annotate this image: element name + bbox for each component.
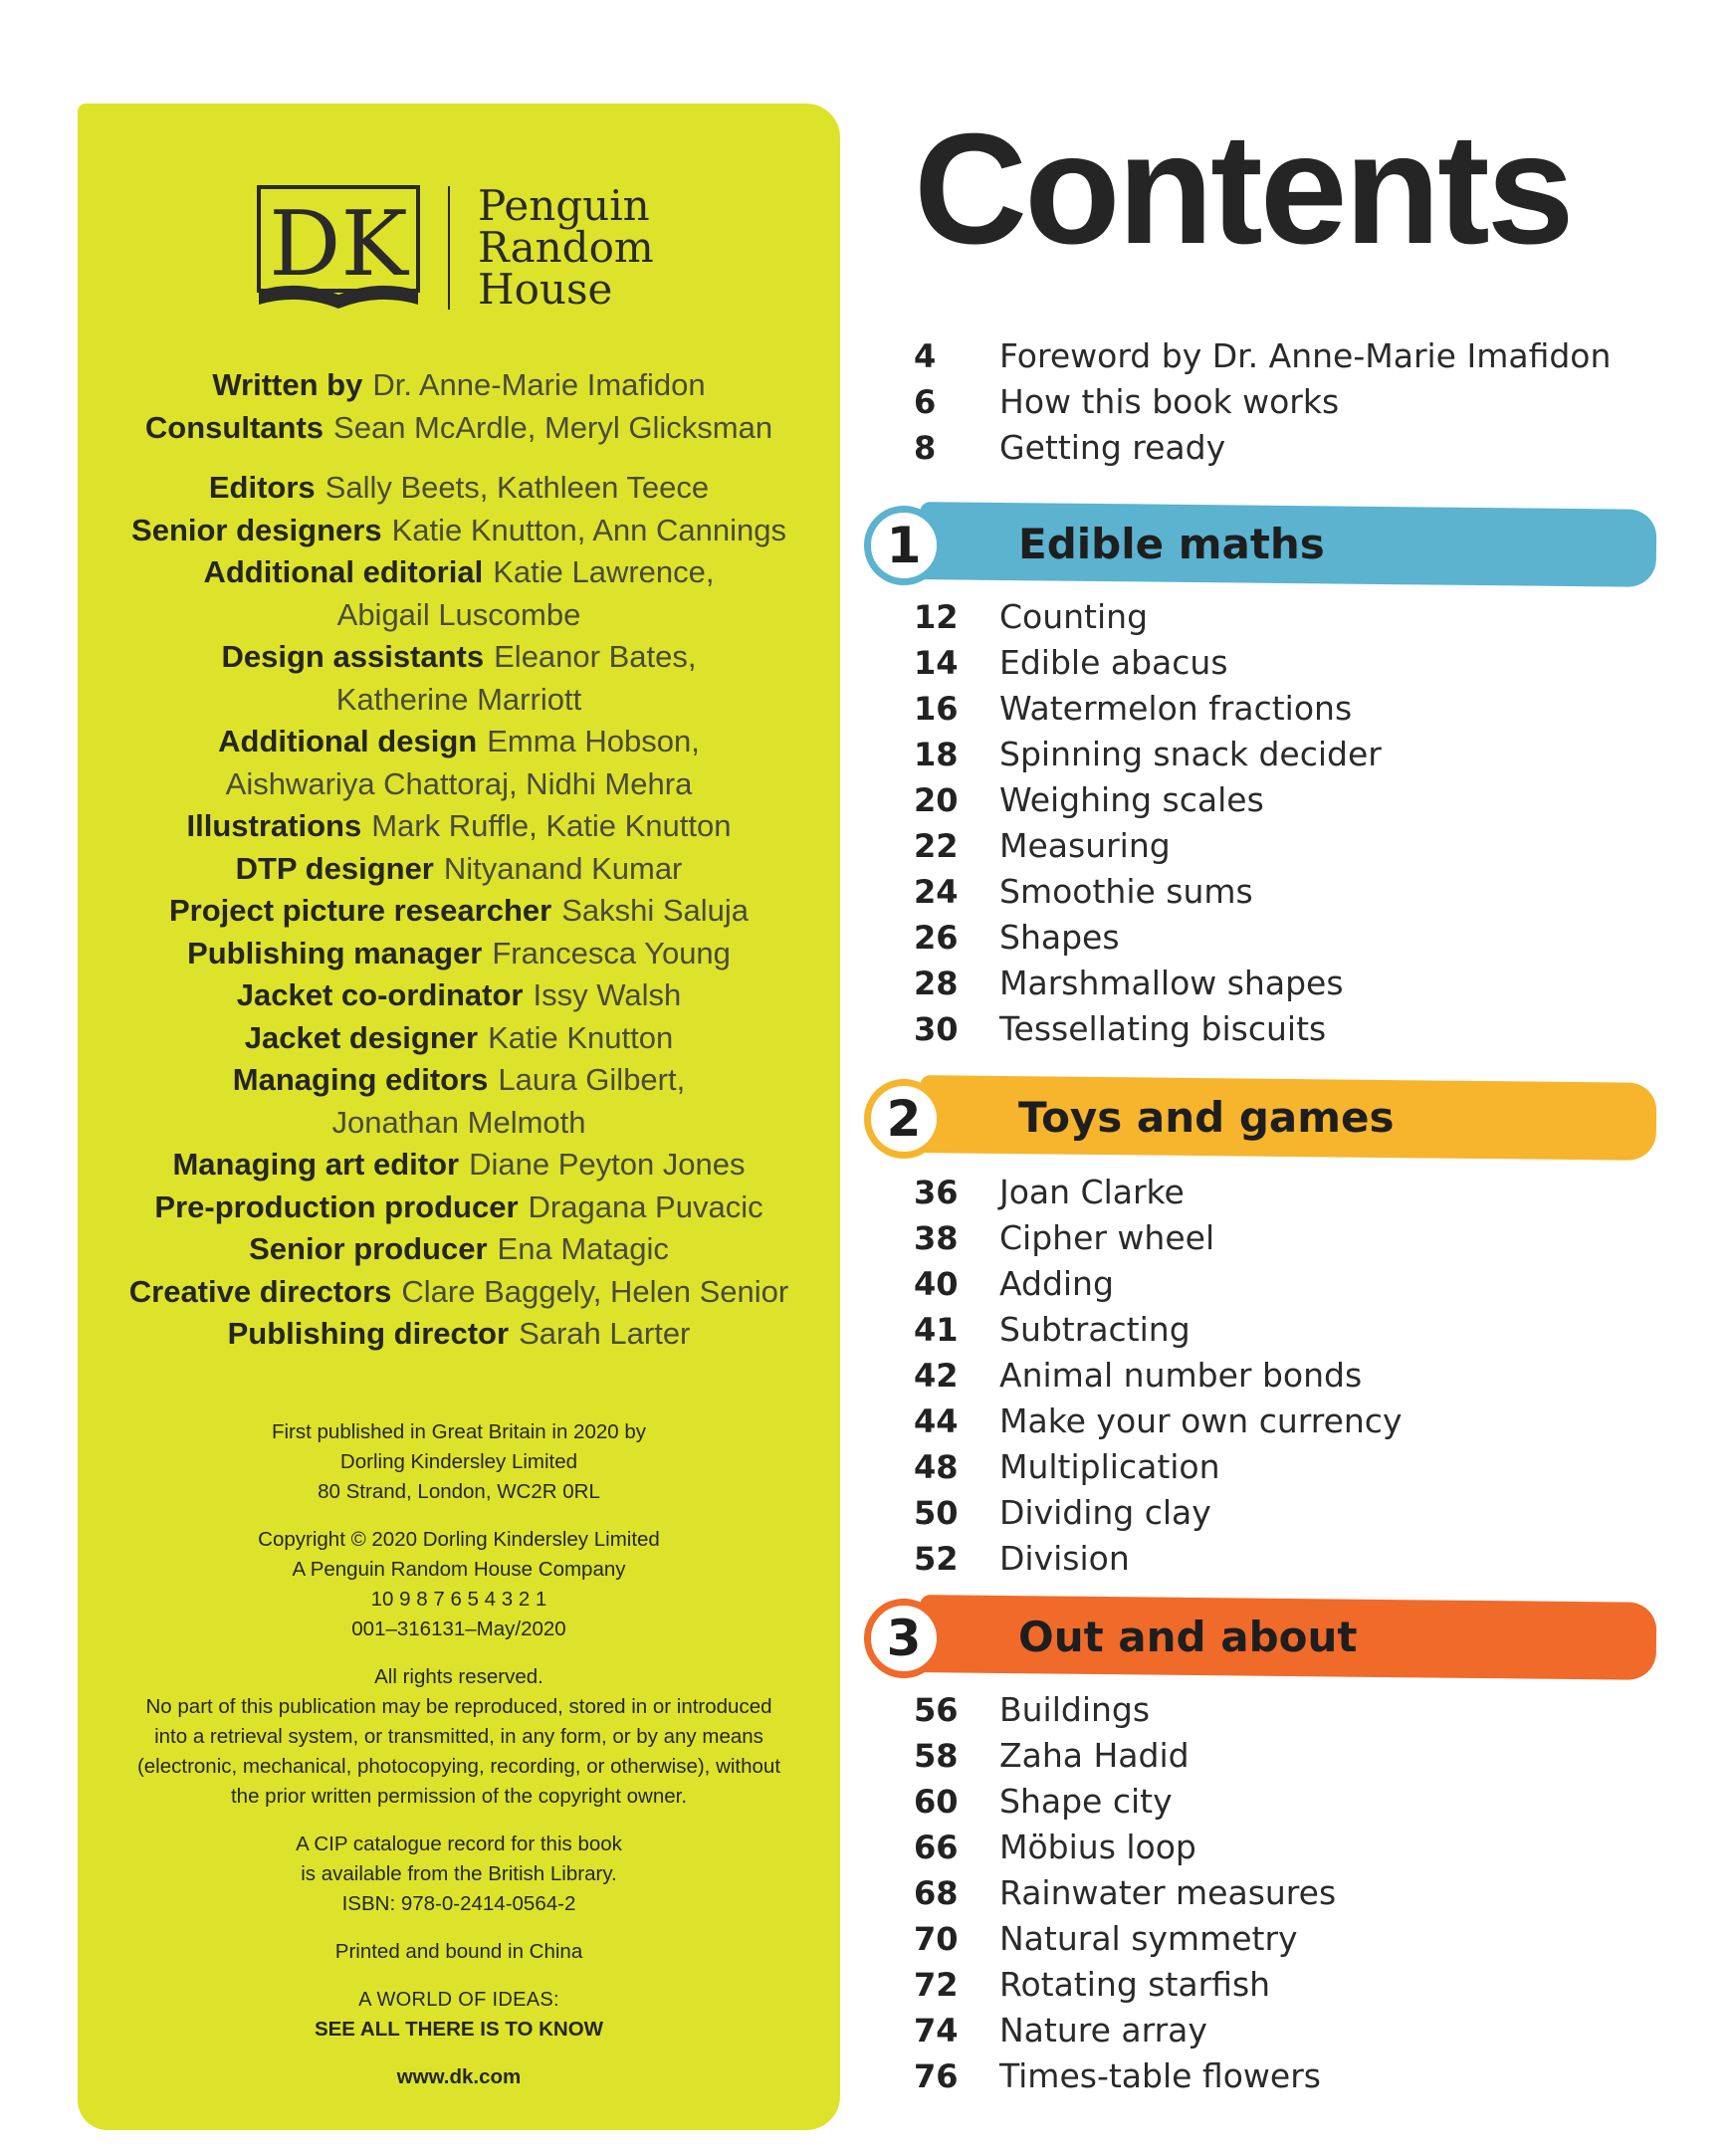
toc-page-number: 30 — [914, 1010, 959, 1048]
toc-page-number: 12 — [914, 598, 959, 636]
toc-entry-title: Cipher wheel — [999, 1218, 1215, 1257]
section-title: Out and about — [1018, 1613, 1358, 1661]
credit-role: Publishing manager — [187, 935, 483, 970]
website — [78, 2062, 840, 2092]
toc-page-number: 6 — [914, 383, 937, 421]
toc-entry[interactable] — [914, 1310, 1670, 1356]
credit-names: Mark Ruffle, Katie Knutton — [371, 808, 732, 843]
toc-entry[interactable] — [914, 597, 1670, 643]
imprint-line: 10 9 8 7 6 5 4 3 2 1 — [370, 1588, 547, 1611]
toc-entry-title: Nature array — [999, 2011, 1207, 2049]
credit-line — [78, 636, 840, 679]
publisher-logo — [255, 179, 693, 317]
toc-entry-title: Möbius loop — [999, 1828, 1196, 1866]
section-header-edible-maths — [864, 500, 1660, 591]
credit-names: Emma Hobson, — [487, 724, 700, 758]
toc-entry[interactable] — [914, 1493, 1670, 1539]
toc-entry-title: Rotating starfish — [999, 1965, 1271, 2004]
credit-names: Jonathan Melmoth — [331, 1104, 586, 1140]
section-number-badge: 3 — [864, 1599, 944, 1678]
toc-page-number: 41 — [914, 1311, 959, 1349]
credit-role: DTP designer — [235, 850, 434, 886]
credit-role: Managing art editor — [172, 1147, 460, 1182]
toc-page-number: 18 — [914, 736, 959, 773]
toc-entry-title: Rainwater measures — [999, 1873, 1337, 1912]
toc-page-number: 50 — [914, 1494, 959, 1532]
credit-line — [78, 1186, 840, 1229]
credit-names: Nityanand Kumar — [443, 850, 683, 886]
toc-entry[interactable] — [914, 1919, 1670, 1965]
credit-line — [78, 763, 840, 806]
toc-page-number: 20 — [914, 781, 959, 819]
credit-line — [78, 467, 840, 510]
toc-entry-title: Smoothie sums — [999, 872, 1253, 911]
toc-page-number: 76 — [914, 2057, 959, 2095]
credit-role: Senior producer — [249, 1231, 488, 1266]
imprint-line: All rights reserved. — [374, 1665, 543, 1688]
wordmark-line: House — [478, 265, 613, 314]
credit-line — [78, 594, 840, 637]
credit-names: Katie Knutton — [488, 1019, 674, 1055]
imprint-line: No part of this publication may be reproduced, stored in or introduced — [145, 1695, 772, 1718]
credit-names: Laura Gilbert, — [498, 1062, 686, 1097]
toc-page-number: 22 — [914, 827, 959, 865]
section-header-out-and-about — [864, 1593, 1660, 1684]
toc-page-number: 58 — [914, 1737, 959, 1775]
section-entries-out-and-about — [914, 1690, 1670, 2102]
credit-line — [78, 933, 840, 975]
toc-entry[interactable] — [914, 780, 1670, 826]
toc-entry-title: Watermelon fractions — [999, 689, 1353, 728]
credit-names: Abigail Luscombe — [336, 596, 581, 632]
credit-names: Sally Beets, Kathleen Teece — [325, 470, 710, 505]
toc-entry[interactable] — [914, 1736, 1670, 1782]
credit-role: Managing editors — [232, 1062, 489, 1097]
imprint-line: A CIP catalogue record for this book — [296, 1833, 622, 1855]
credit-line — [78, 1102, 840, 1145]
credit-role: Pre-production producer — [154, 1188, 519, 1224]
credit-names: Sarah Larter — [519, 1316, 691, 1351]
imprint-line: Dorling Kindersley Limited — [339, 1450, 578, 1473]
credit-names: Francesca Young — [492, 935, 731, 970]
first-published — [78, 1417, 840, 1507]
website-link[interactable]: www.dk.com — [396, 2065, 522, 2088]
credit-names: Clare Baggely, Helen Senior — [401, 1273, 789, 1309]
toc-entry-title: Zaha Hadid — [999, 1736, 1190, 1775]
toc-entry[interactable] — [914, 1173, 1670, 1218]
toc-entry-title: Natural symmetry — [999, 1919, 1298, 1958]
credit-names: Katie Lawrence, — [493, 554, 715, 589]
credit-names: Sakshi Saluja — [561, 893, 750, 928]
wordmark-line: Random — [478, 223, 654, 272]
toc-entry-title: Measuring — [999, 826, 1171, 865]
toc-page-number: 14 — [914, 644, 959, 682]
credit-role: Creative directors — [128, 1273, 392, 1309]
toc-entry-title: Weighing scales — [999, 780, 1264, 819]
imprint-line: (electronic, mechanical, photocopying, recording, or otherwise), without — [136, 1755, 781, 1778]
toc-page-number: 68 — [914, 1874, 959, 1912]
toc-page-number: 16 — [914, 690, 959, 728]
imprint-line: is available from the British Library. — [301, 1862, 617, 1885]
toc-entry[interactable] — [914, 735, 1670, 780]
credit-role: Written by — [212, 367, 363, 402]
credit-role: Illustrations — [186, 808, 362, 843]
toc-entry[interactable] — [914, 1264, 1670, 1310]
imprint-line: 80 Strand, London, WC2R 0RL — [318, 1480, 600, 1503]
slogan-line: A WORLD OF IDEAS: — [358, 1989, 559, 2011]
toc-page-number: 72 — [914, 1966, 959, 2004]
credit-role: Jacket co-ordinator — [236, 977, 524, 1012]
wordmark-line: Penguin — [478, 181, 650, 230]
printed-in — [78, 1937, 840, 1967]
toc-entry[interactable] — [914, 1539, 1670, 1585]
credits-list — [78, 364, 840, 1356]
toc-page-number: 48 — [914, 1448, 959, 1486]
toc-entry-title: Make your own currency — [999, 1401, 1403, 1440]
toc-entry[interactable] — [914, 643, 1670, 689]
toc-entry[interactable] — [914, 428, 1670, 474]
toc-entry[interactable] — [914, 336, 1670, 382]
credit-line — [78, 1313, 840, 1356]
credit-line — [78, 890, 840, 933]
credit-names: Katherine Marriott — [335, 681, 582, 717]
page-title: Contents — [914, 102, 1572, 277]
rights — [78, 1662, 840, 1812]
section-entries-toys-and-games — [914, 1173, 1670, 1585]
toc-entry[interactable] — [914, 1782, 1670, 1828]
imprint-line: 001–316131–May/2020 — [351, 1617, 566, 1640]
toc-page-number: 40 — [914, 1265, 959, 1303]
toc-entry[interactable] — [914, 872, 1670, 918]
toc-page-number: 74 — [914, 2012, 959, 2049]
toc-page-number: 26 — [914, 919, 959, 957]
section-title: Edible maths — [1018, 520, 1325, 568]
toc-entry[interactable] — [914, 1447, 1670, 1493]
credit-names: Dr. Anne-Marie Imafidon — [372, 367, 706, 402]
toc-entry[interactable] — [914, 1690, 1670, 1736]
credit-names: Eleanor Bates, — [494, 639, 697, 674]
toc-entry-title: Adding — [999, 1264, 1114, 1303]
imprint-line: into a retrieval system, or transmitted, in any form, or by any means — [154, 1725, 763, 1748]
toc-page-number: 4 — [914, 337, 937, 375]
toc-entry-title: Times-table flowers — [999, 2056, 1321, 2095]
toc-entry-title: Shape city — [999, 1782, 1173, 1821]
credit-role: Consultants — [144, 409, 325, 445]
toc-entry-title: How this book works — [999, 382, 1340, 421]
copyright — [78, 1525, 840, 1644]
credit-line — [78, 679, 840, 722]
toc-entry-title: Subtracting — [999, 1310, 1191, 1349]
toc-page-number: 38 — [914, 1219, 959, 1257]
intro-entries — [914, 336, 1670, 474]
section-title: Toys and games — [1018, 1093, 1395, 1142]
credit-role: Publishing director — [227, 1316, 510, 1351]
toc-entry[interactable] — [914, 1401, 1670, 1447]
toc-entry[interactable] — [914, 1828, 1670, 1873]
toc-page-number: 28 — [914, 965, 959, 1002]
credit-line — [78, 551, 840, 594]
toc-page-number: 52 — [914, 1540, 959, 1578]
credit-line — [78, 1271, 840, 1314]
toc-entry-title: Counting — [999, 597, 1149, 636]
toc-entry-title: Getting ready — [999, 428, 1226, 467]
toc-entry-title: Buildings — [999, 1690, 1151, 1729]
credits-panel — [78, 104, 840, 2130]
credit-line — [78, 1059, 840, 1102]
credit-line — [78, 510, 840, 552]
toc-entry[interactable] — [914, 1009, 1670, 1055]
credit-line — [78, 1228, 840, 1271]
toc-page-number: 70 — [914, 1920, 959, 1958]
imprint-line: First published in Great Britain in 2020 by — [271, 1420, 647, 1443]
credit-role: Senior designers — [131, 512, 382, 547]
credit-line — [78, 407, 840, 450]
toc-entry-title: Edible abacus — [999, 643, 1228, 682]
credit-role: Design assistants — [221, 639, 485, 674]
toc-page-number: 60 — [914, 1783, 959, 1821]
toc-entry[interactable] — [914, 2011, 1670, 2056]
credit-line — [78, 974, 840, 1017]
imprint-line: the prior written permission of the copyright owner. — [230, 1785, 688, 1808]
toc-entry-title: Joan Clarke — [999, 1173, 1185, 1211]
toc-entry[interactable] — [914, 689, 1670, 735]
toc-entry-title: Foreword by Dr. Anne-Marie Imafidon — [999, 336, 1612, 375]
imprint-line: A Penguin Random House Company — [292, 1558, 626, 1581]
penguin-random-house-wordmark — [478, 181, 654, 314]
credit-line — [78, 1144, 840, 1186]
toc-entry[interactable] — [914, 918, 1670, 964]
toc-entry[interactable] — [914, 826, 1670, 872]
credit-names: Katie Knutton, Ann Cannings — [391, 512, 786, 547]
imprint-line: Copyright © 2020 Dorling Kindersley Limited — [258, 1528, 660, 1551]
credit-names: Dragana Puvacic — [528, 1188, 763, 1224]
dk-book-logo-icon — [255, 183, 422, 313]
toc-entry-title: Shapes — [999, 918, 1120, 957]
toc-entry-title: Marshmallow shapes — [999, 964, 1344, 1002]
toc-entry-title: Tessellating biscuits — [999, 1009, 1327, 1048]
toc-page-number: 56 — [914, 1691, 959, 1729]
toc-page-number: 24 — [914, 873, 959, 911]
credit-role: Jacket designer — [244, 1019, 479, 1055]
toc-entry[interactable] — [914, 1218, 1670, 1264]
dk-mark-text: DK — [269, 192, 408, 297]
toc-entry-title: Multiplication — [999, 1447, 1220, 1486]
toc-page-number: 8 — [914, 429, 937, 467]
credit-line — [78, 721, 840, 763]
toc-page-number: 44 — [914, 1402, 959, 1440]
toc-entry[interactable] — [914, 382, 1670, 428]
toc-entry[interactable] — [914, 1965, 1670, 2011]
credit-names: Ena Matagic — [497, 1231, 669, 1266]
logo-divider — [448, 186, 450, 310]
toc-entry-title: Division — [999, 1539, 1130, 1578]
section-header-toys-and-games — [864, 1073, 1660, 1165]
credit-role: Additional design — [218, 724, 478, 758]
cip-record — [78, 1830, 840, 1919]
toc-entry-title: Spinning snack decider — [999, 735, 1382, 773]
section-entries-edible-maths — [914, 597, 1670, 1055]
imprint-line: ISBN: 978-0-2414-0564-2 — [341, 1892, 576, 1915]
toc-entry-title: Animal number bonds — [999, 1356, 1363, 1395]
toc-page-number: 36 — [914, 1174, 959, 1211]
toc-entry-title: Dividing clay — [999, 1493, 1211, 1532]
credit-role: Project picture researcher — [168, 893, 552, 928]
credit-role: Editors — [208, 470, 316, 505]
toc-entry[interactable] — [914, 964, 1670, 1009]
section-number-badge: 1 — [864, 506, 944, 585]
credit-line — [78, 848, 840, 891]
credit-names: Issy Walsh — [533, 977, 682, 1012]
toc-page-number: 66 — [914, 1829, 959, 1866]
section-number-badge: 2 — [864, 1079, 944, 1159]
toc-entry[interactable] — [914, 1873, 1670, 1919]
imprint-line: Printed and bound in China — [334, 1940, 583, 1963]
toc-page-number: 42 — [914, 1357, 959, 1395]
credit-names: Sean McArdle, Meryl Glicksman — [333, 409, 773, 445]
credit-line — [78, 805, 840, 848]
credit-names: Diane Peyton Jones — [469, 1147, 746, 1182]
toc-entry[interactable] — [914, 2056, 1670, 2102]
slogan — [78, 1985, 840, 2045]
imprint-block — [78, 1417, 840, 2110]
toc-entry[interactable] — [914, 1356, 1670, 1401]
credit-names: Aishwariya Chattoraj, Nidhi Mehra — [225, 765, 693, 801]
credit-role: Additional editorial — [203, 554, 484, 589]
credit-line — [78, 1017, 840, 1060]
credit-line — [78, 364, 840, 407]
slogan-line: SEE ALL THERE IS TO KNOW — [314, 2018, 604, 2041]
